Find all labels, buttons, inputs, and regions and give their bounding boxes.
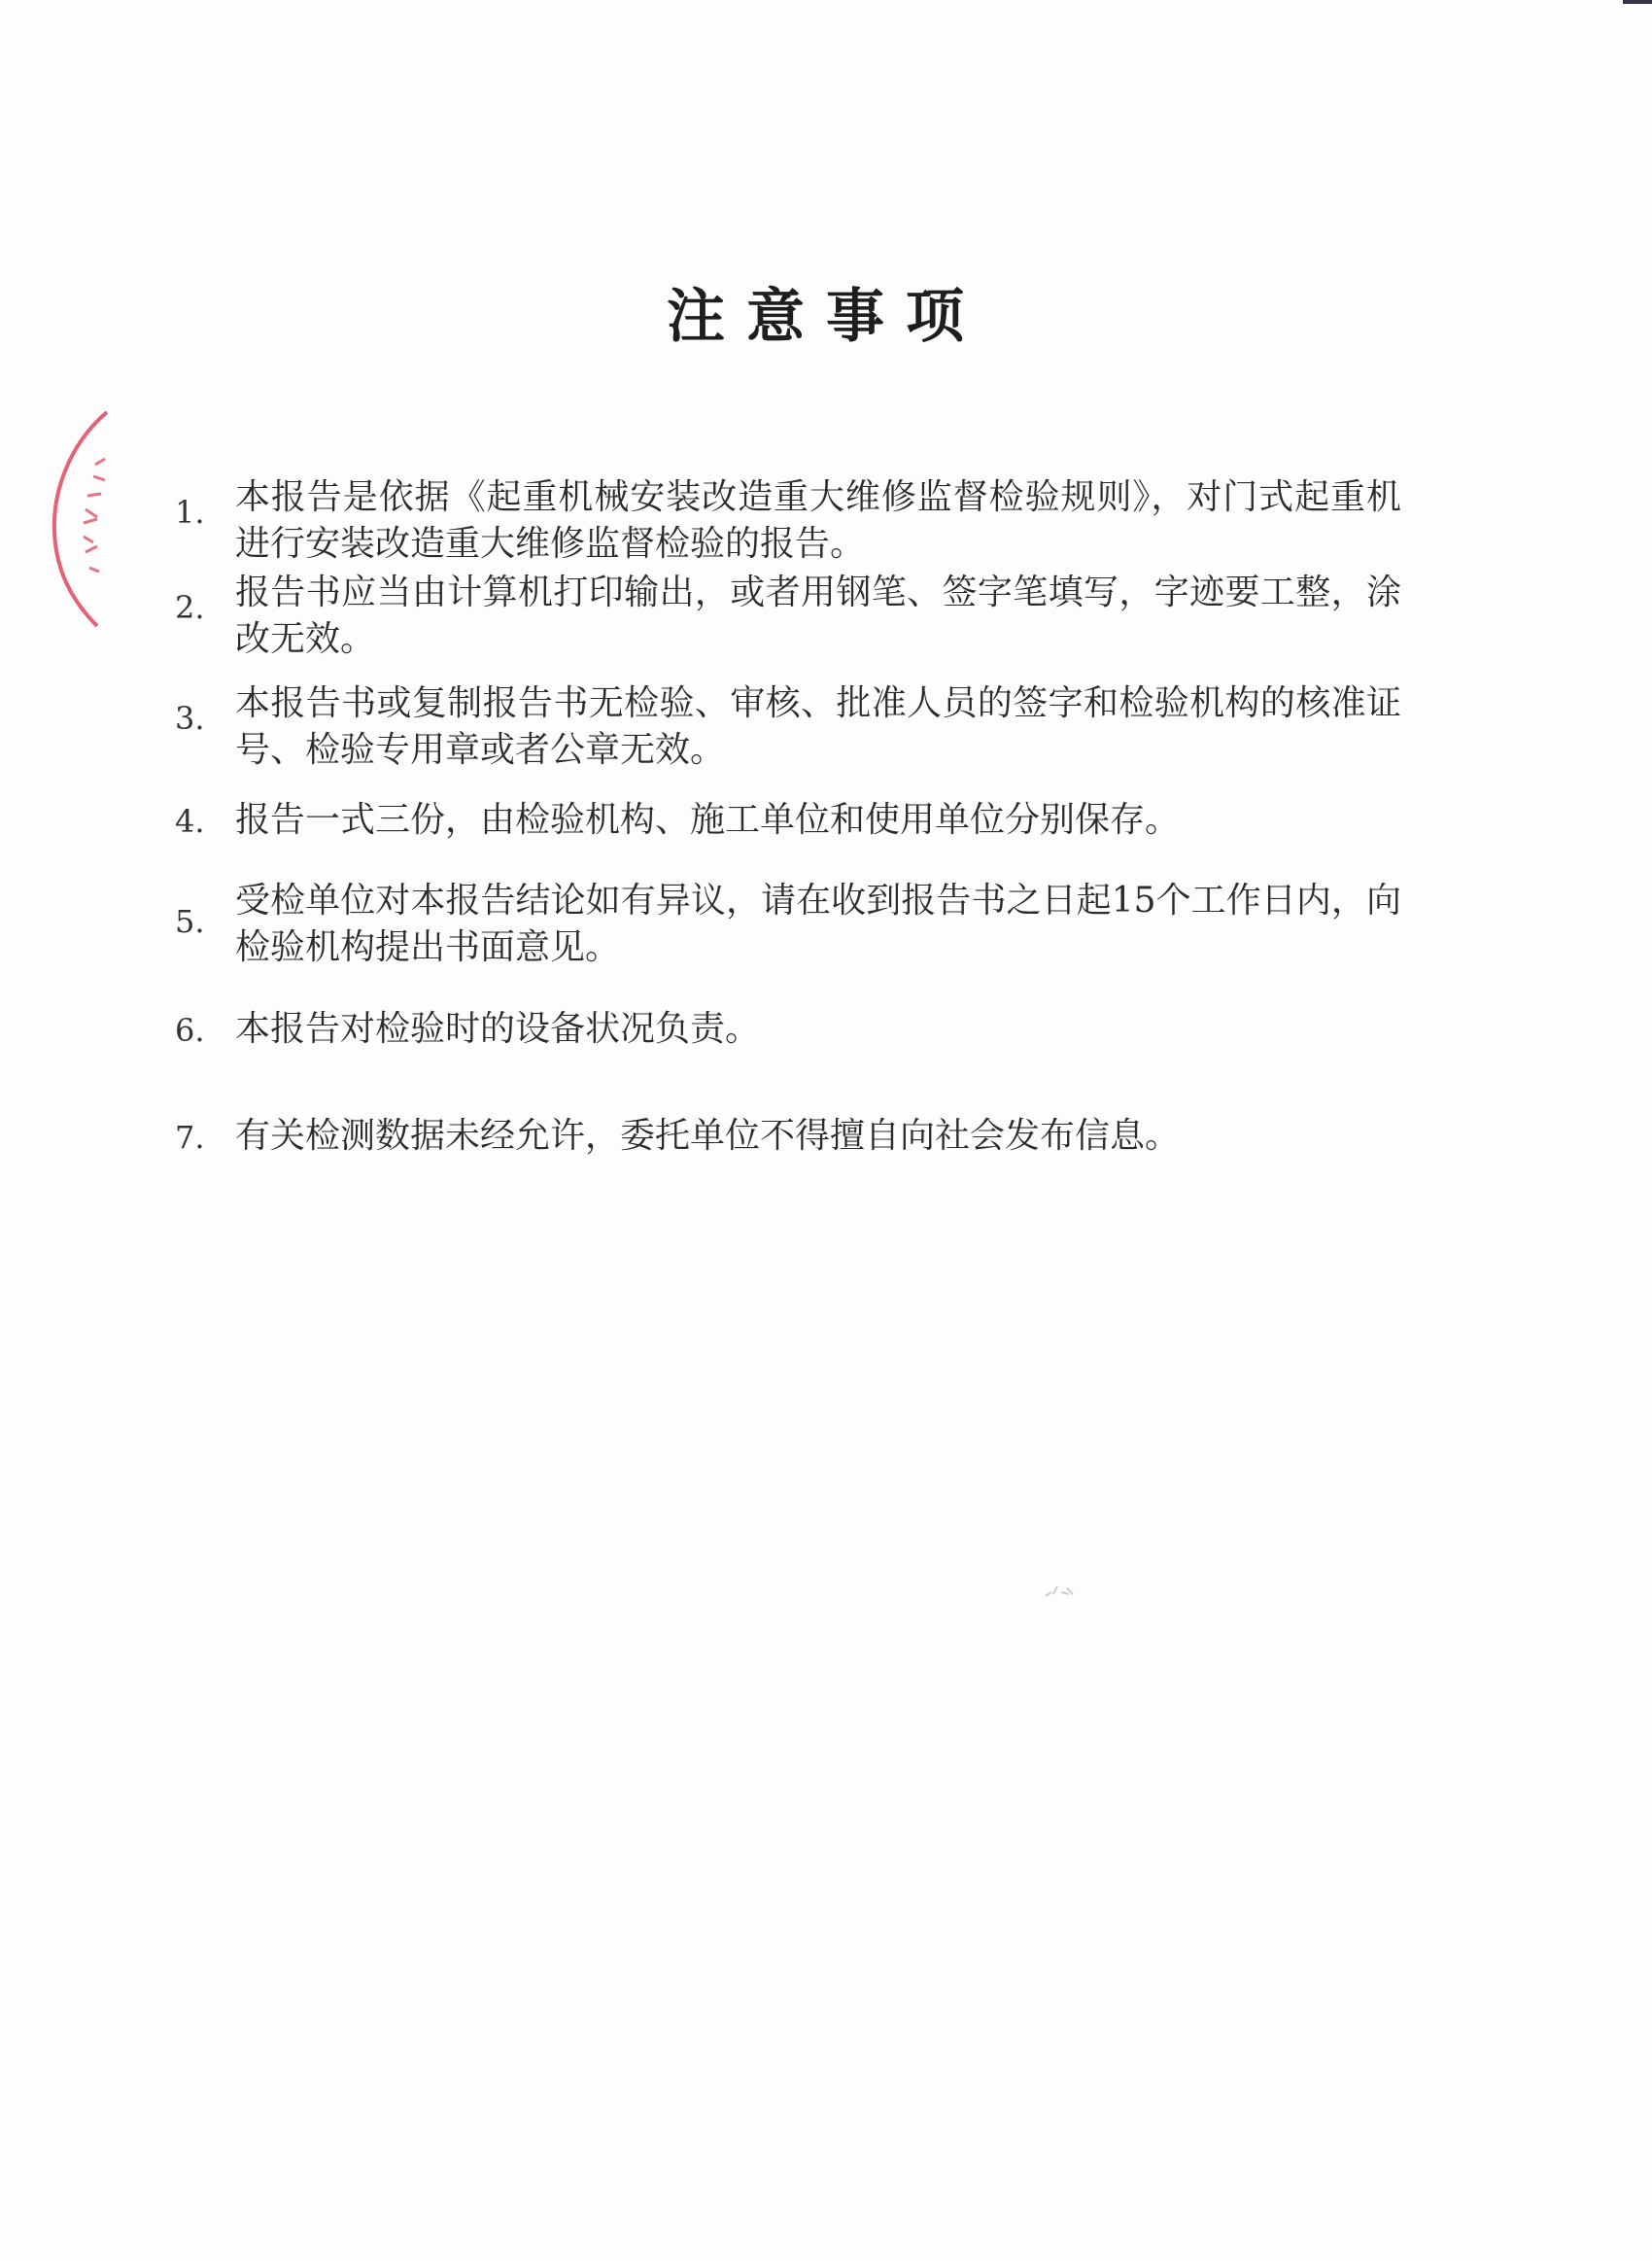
item-number: 3. (175, 700, 205, 737)
item-number: 1. (175, 494, 205, 531)
item-number: 6. (175, 1012, 205, 1049)
red-seal-stamp-icon (39, 406, 117, 630)
item-number: 2. (175, 589, 205, 626)
item-number: 5. (175, 903, 205, 940)
item-text: 受检单位对本报告结论如有异议，请在收到报告书之日起15个工作日内，向检验机构提出书面意见。 (235, 881, 1401, 967)
item-text: 有关检测数据未经允许，委托单位不得擅自向社会发布信息。 (235, 1116, 1181, 1156)
scan-corner-mark (1623, 0, 1652, 4)
scan-speck-mark (1042, 1583, 1081, 1602)
item-text: 本报告是依据《起重机械安装改造重大维修监督检验规则》，对门式起重机进行安装改造重大维修监督检验的报告。 (235, 477, 1401, 564)
item-text: 本报告对检验时的设备状况负责。 (235, 1009, 761, 1049)
item-text: 报告一式三份，由检验机构、施工单位和使用单位分别保存。 (235, 800, 1181, 840)
item-text: 报告书应当由计算机打印输出，或者用钢笔、签字笔填写，字迹要工整，涂改无效。 (235, 573, 1401, 659)
item-text: 本报告书或复制报告书无检验、审核、批准人员的签字和检验机构的核准证号、检验专用章或者公章无效。 (235, 683, 1401, 770)
item-number: 7. (175, 1119, 205, 1156)
item-number: 4. (175, 803, 205, 840)
page-title: 注意事项 (667, 283, 985, 351)
